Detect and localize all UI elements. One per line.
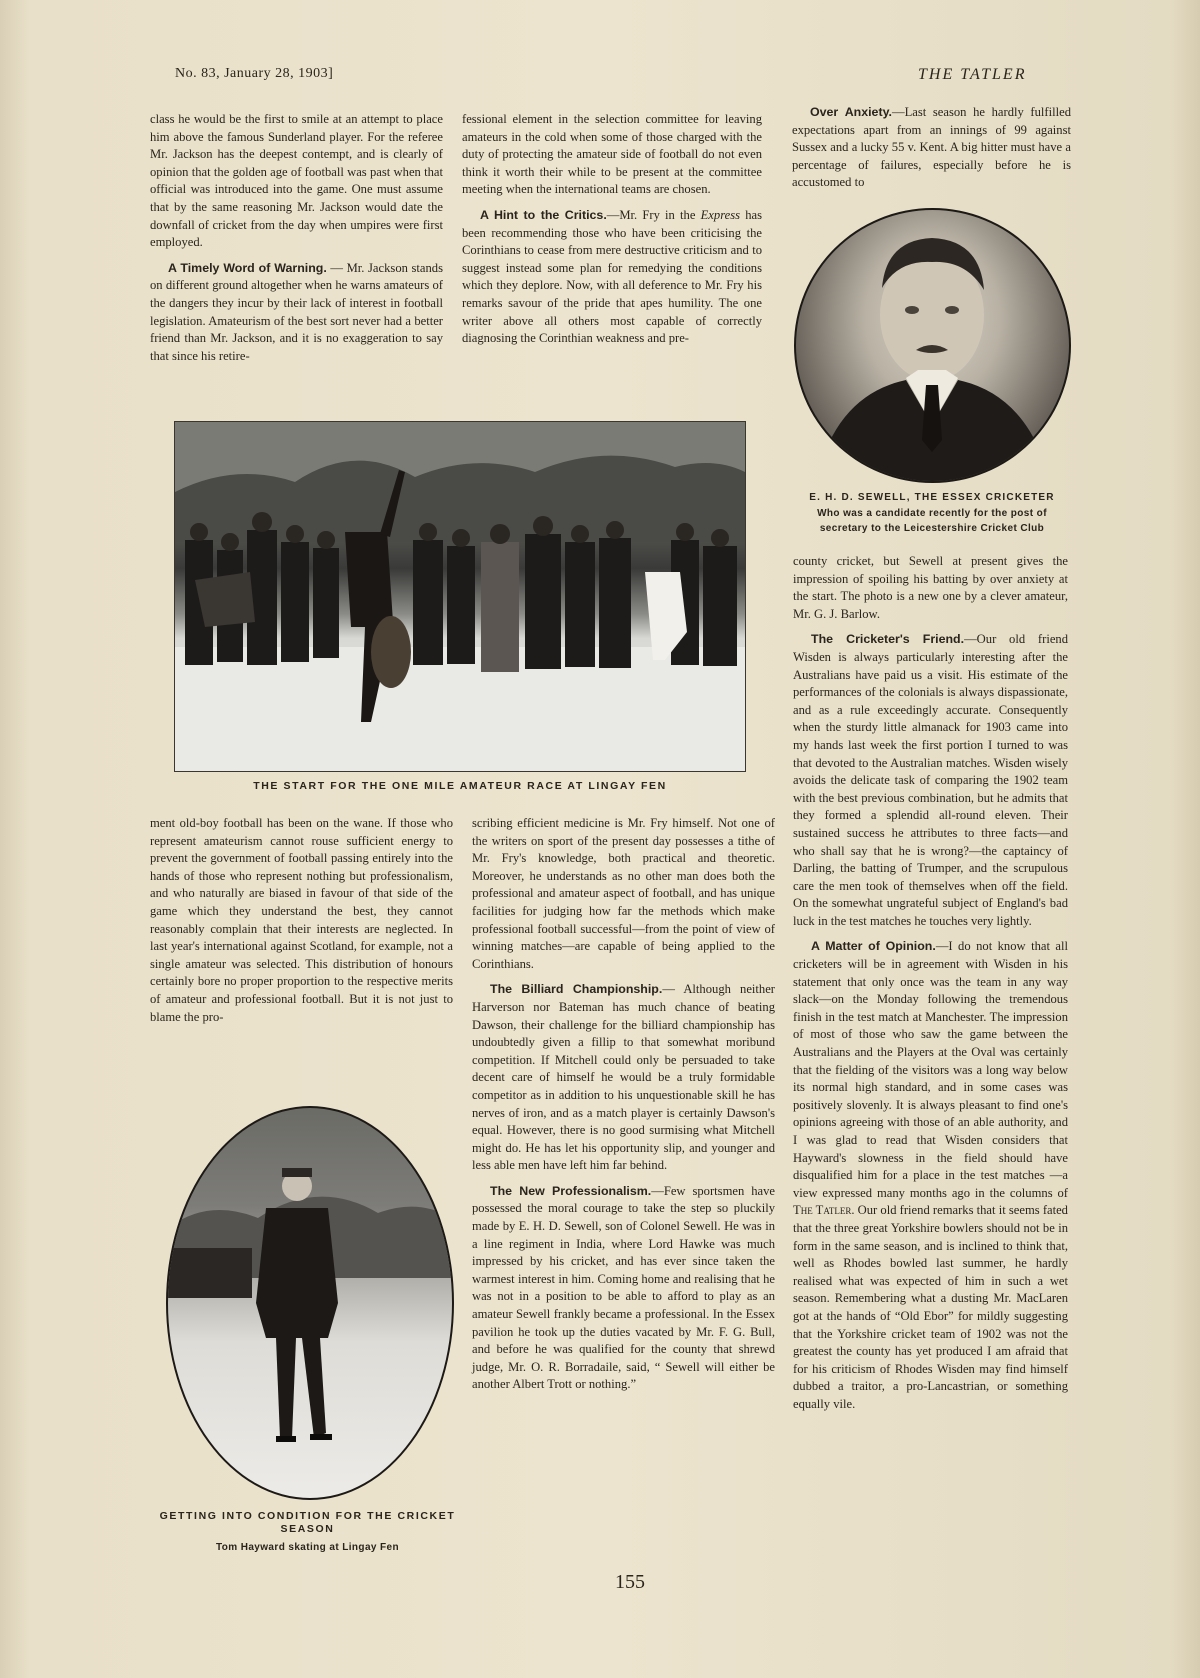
paragraph	[793, 631, 1068, 930]
portrait-caption-line: Who was a candidate recently for the post of	[817, 508, 1047, 519]
paragraph	[472, 981, 775, 1175]
paragraph-text: — Although neither Harverson nor Bateman has much chance of beating Dawson, their challenge for the billiard championship has undoubtedly given a fillip to that somewhat moribund competition. If Mitchell could only be persuaded to take decent care of himself he would be a truly formidable competitor as in addition to his unquestionable skill he has nerves of iron, and as a match player is certainly Dawson's equal. However, there is no good surmising what Mitchell might do. He has let his opportunity slip, and younger and less able men have left him far behind.	[472, 982, 775, 1173]
publication-name: Express	[700, 207, 741, 222]
paragraph	[793, 938, 1068, 1413]
paragraph	[462, 207, 762, 348]
paragraph	[792, 104, 1071, 192]
section-heading: A Hint to the Critics.	[480, 207, 607, 222]
skater-figure	[168, 1108, 452, 1498]
column-1-top	[150, 111, 443, 373]
page-number: 155	[615, 1571, 645, 1593]
paragraph-text: —Mr. Fry in the	[606, 207, 701, 222]
paragraph: scribing efficient medicine is Mr. Fry himself. Not one of the writers on sport of the present day possesses a tithe of Mr. Fry's knowledge, both practical and theoretic. Moreover, he understands as no other man does both the professional and amateur aspect of football, and has unique facilities for judging how far the methods which make professional football successful—from the point of view of winning matches—are capable of being applied to the Corinthians.	[472, 816, 775, 971]
section-heading: A Matter of Opinion.	[811, 939, 936, 954]
column-3-bottom	[793, 553, 1068, 1422]
portrait-caption-title: E. H. D. SEWELL, THE ESSEX CRICKETER	[809, 492, 1055, 503]
paragraph: class he would be the first to smile at an attempt to place him above the famous Sunderland player. For the referee Mr. Jackson has the deepest contempt, and is clearly of opinion that the golden age of football was past when that official was introduced into the game. One must assume that by the same reasoning Mr. Jackson would date the downfall of cricket from the day when umpires were first employed.	[150, 112, 443, 250]
paragraph	[150, 260, 443, 366]
portrait-figure	[796, 210, 1069, 481]
paragraph-text: —I do not know that all cricketers will be in agreement with Wisden in his statement that only once was the team in any way slack—on the Monday following the tremendous finish in the test match at Manchester. The impression of most of those who saw the game between the Australians and the Players at the Oval was certainly that the fielding of the visitors was a long way below its normal high standard, and in some cases was positively slovenly. It is always pleasant to find one's opinions agreeing with those of an able authority, and I was glad to read that Wisden considers that Hayward's slowness in the field should have disqualified him for a place in the test matches —a view expressed many months ago in the columns of	[793, 939, 1068, 1200]
masthead: THE TATLER	[918, 66, 1027, 83]
section-heading: Over Anxiety.	[810, 105, 892, 119]
portrait-caption-line: secretary to the Leicestershire Cricket Club	[819, 523, 1045, 534]
column-2-bottom	[472, 815, 775, 1402]
paragraph: ment old-boy football has been on the wane. If those who represent amateurism cannot rouse sufficient energy to prevent the government of football passing entirely into the hands of those who represent nothing but professionalism, and who naturally are biased in favour of that side of the game which they understand the best, they cannot reasonably complain that their interests are neglected. In last year's international against Scotland, for example, not a single amateur was selected. This distribution of honours certainly bore no proper proportion to the respective merits of amateur and professional football. But it is not just to blame the pro-	[150, 816, 453, 1024]
paragraph	[472, 1183, 775, 1394]
paragraph: county cricket, but Sewell at present gives the impression of spoiling his batting by over anxiety at the start. The photo is a new one by a clever amateur, Mr. G. J. Barlow.	[793, 554, 1068, 621]
paragraph-text: — Mr. Jackson stands on different ground altogether when he warns amateurs of the dangers they incur by their lack of interest in football legislation. Amateurism of the best sort never had a better friend than Mr. Jackson, and it is no exaggeration to say that since his retire-	[150, 260, 443, 363]
race-start-photo	[174, 421, 746, 772]
skater-caption-subtitle: Tom Hayward skating at Lingay Fen	[215, 1542, 400, 1553]
skater-caption-title: SEASON	[280, 1523, 335, 1535]
race-scene	[175, 422, 745, 771]
skater-caption-title: GETTING INTO CONDITION FOR THE CRICKET	[159, 1510, 456, 1522]
portrait-photo-sewell	[794, 208, 1071, 483]
issue-header: No. 83, January 28, 1903]	[175, 66, 334, 81]
paragraph-text: —Last season he hardly fulfilled expectations apart from an innings of 99 against Sussex and a lucky 55 v. Kent. A big hitter must have a percentage of failures, especially before he is accustomed to	[792, 105, 1071, 190]
section-heading: A Timely Word of Warning.	[168, 260, 327, 275]
publication-name: The Tatler	[793, 1203, 852, 1218]
race-photo-caption: THE START FOR THE ONE MILE AMATEUR RACE AT LINGAY FEN	[253, 780, 667, 792]
section-heading: The New Professionalism.	[490, 1183, 652, 1198]
section-heading: The Cricketer's Friend.	[811, 632, 965, 647]
paragraph-text: has been recommending those who have been criticising the Corinthians to cease from mere destructive criticism and to suggest instead some plan for remedying the conditions which they deplore. Now, with all deference to Mr. Fry his remarks savour of the pride that apes humility. The one writer above all others most capable of correctly diagnosing the Corinthian weakness and pre-	[462, 207, 762, 346]
paragraph-text: —Few sportsmen have possessed the moral courage to take the step so pluckily made by E. H. D. Sewell, son of Colonel Sewell. He was in a line regiment in India, where Lord Hawke was much impressed by his cricket, and has ever since taken the warmest interest in him. Coming home and realising that he was not in a position to be able to afford to play as an amateur Sewell frankly became a professional. In the Essex pavilion he took up the duties vacated by Mr. F. G. Bull, and before he was qualified for the county that shrewd judge, Mr. O. R. Borradaile, said, “ Sewell will either be another Albert Trott or nothing.”	[472, 1183, 775, 1392]
column-3-top	[792, 104, 1071, 200]
skater-photo-hayward	[166, 1106, 454, 1500]
section-heading: The Billiard Championship.	[490, 982, 663, 997]
column-1-bottom	[150, 815, 453, 1034]
column-2-top	[462, 111, 762, 356]
paragraph-text: . Our old friend remarks that it seems fated that the three great Yorkshire bowlers should not be in form in the same season, and is inclined to think that, well as Rhodes bowled last summer, he hardly realised what was expected of him in such a wet season. Remembering what a dusting Mr. MacLaren got at the hands of “Old Ebor” for mildly suggesting that the Yorkshire cricket team of 1902 was not the greatest the county has yet produced I am afraid that for his criticism of Rhodes Wisden may find himself dubbed a traitor, a pro-Lancastrian, or something equally vile.	[793, 1203, 1068, 1411]
paragraph-text: —Our old friend Wisden is always particularly interesting after the Australians have paid us a visit. His estimate of the performances of the colonials is always dispassionate, and as a rule exceedingly accurate. Consequently when the sturdy little almanack for 1903 came into my hands last week the first portion I turned to was that devoted to the Australian matches. Wisden wisely avoids the delicate task of comparing the 1902 team with the best previous combination, but he admits that they formed a splendid all-round eleven. Their sustained success he attributes to three facts—and who shall say that he is wrong?—the captaincy of Darling, the batting of Trumper, and the scrupulous care the men took of themselves when off the field. On the somewhat ungrateful subject of England's bad luck in the test matches he touches very lightly.	[793, 632, 1069, 928]
paragraph: fessional element in the selection committee for leaving amateurs in the cold when some of those charged with the duty of protecting the amateur side of football do not even think it worth their while to be present at the committee meeting when the international teams are chosen.	[462, 112, 762, 197]
